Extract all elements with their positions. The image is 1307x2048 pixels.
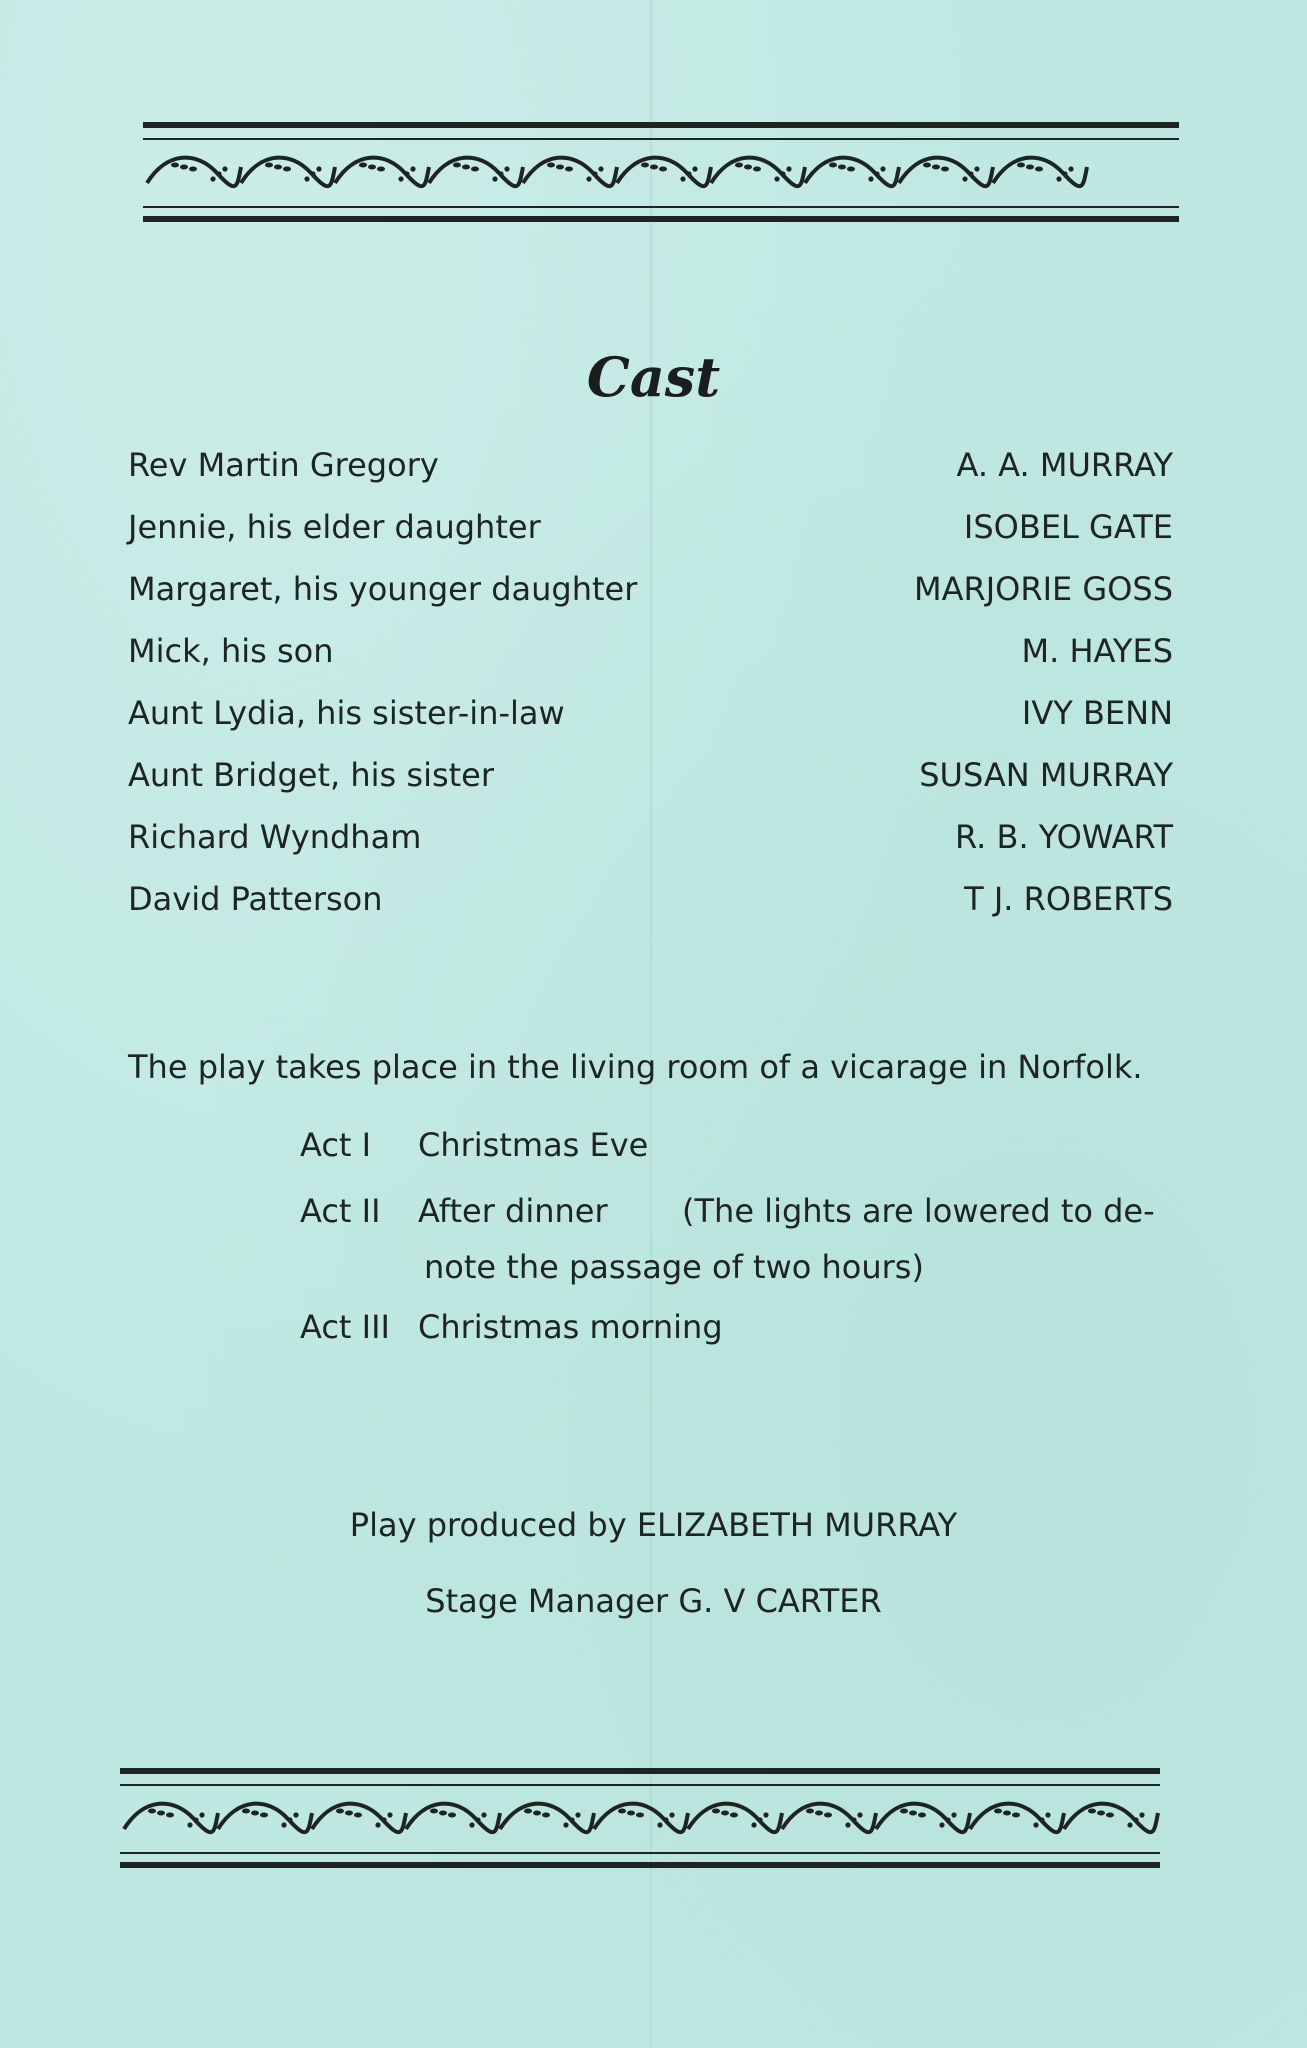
- vine-berry: [1068, 166, 1073, 171]
- ornament-top-svg: [143, 122, 1179, 224]
- vine-leaf: [994, 1809, 1002, 1814]
- cast-row: [128, 570, 1173, 620]
- vine-berry: [387, 1812, 392, 1817]
- vine-berry: [281, 1822, 286, 1827]
- vine-berry: [1033, 1822, 1038, 1827]
- vine-curve: [406, 1804, 500, 1833]
- vine-berry: [874, 171, 879, 176]
- vine-leaf: [650, 165, 658, 170]
- vine-berry: [868, 176, 873, 181]
- vine-curve: [688, 1804, 782, 1833]
- vine-curve: [124, 1804, 218, 1833]
- act-time: After dinner: [418, 1192, 608, 1230]
- vine-leaf: [1097, 1811, 1105, 1816]
- cast-title: Cast: [586, 345, 721, 409]
- vine-leaf: [641, 163, 649, 168]
- vine-leaf: [815, 1811, 823, 1816]
- vine-leaf: [824, 1813, 832, 1818]
- vine-leaf: [251, 1811, 259, 1816]
- vine-berry: [598, 166, 603, 171]
- vine-berry: [939, 1822, 944, 1827]
- cast-role: Mick, his son: [128, 632, 334, 670]
- vine-leaf: [430, 1809, 438, 1814]
- vine-berry: [569, 1817, 574, 1822]
- vine-berry: [316, 166, 321, 171]
- vine-leaf: [932, 165, 940, 170]
- vine-curve: [899, 158, 993, 187]
- vine-berry: [304, 176, 309, 181]
- vine-leaf: [180, 165, 188, 170]
- vine-berry: [1056, 176, 1061, 181]
- vine-leaf: [721, 1811, 729, 1816]
- vine-curve: [993, 158, 1087, 187]
- vine-berry: [563, 1822, 568, 1827]
- vine-leaf: [368, 165, 376, 170]
- vine-curve: [523, 158, 617, 187]
- vine-leaf: [918, 1813, 926, 1818]
- vine-berry: [381, 1817, 386, 1822]
- vine-leaf: [847, 167, 855, 172]
- vine-curve: [805, 158, 899, 187]
- act-note: (The lights are lowered to de-: [682, 1192, 1155, 1230]
- vine-leaf: [556, 165, 564, 170]
- vine-berry: [968, 171, 973, 176]
- vine-berry: [686, 171, 691, 176]
- vine-leaf: [345, 1811, 353, 1816]
- vine-berry: [575, 1812, 580, 1817]
- vine-leaf: [533, 1811, 541, 1816]
- vine-berry: [404, 171, 409, 176]
- vine-berry: [492, 176, 497, 181]
- cast-row: [128, 632, 1173, 682]
- vine-berry: [586, 176, 591, 181]
- vine-leaf: [923, 163, 931, 168]
- cast-row: [128, 508, 1173, 558]
- vine-berry: [1133, 1817, 1138, 1822]
- act-time: Christmas morning: [418, 1308, 723, 1346]
- vine-leaf: [471, 167, 479, 172]
- vine-berry: [751, 1822, 756, 1827]
- cast-role: Richard Wyndham: [128, 818, 422, 856]
- cast-role: David Patterson: [128, 880, 383, 918]
- vine-leaf: [439, 1811, 447, 1816]
- cast-actor: SUSAN MURRAY: [919, 756, 1173, 794]
- vine-berry: [945, 1817, 950, 1822]
- cast-actor: ISOBEL GATE: [963, 508, 1173, 546]
- cast-row: [128, 694, 1173, 744]
- vine-leaf: [618, 1809, 626, 1814]
- setting-description: The play takes place in the living room of a vicarage in Norfolk.: [128, 1048, 1143, 1086]
- vine-leaf: [336, 1809, 344, 1814]
- vine-leaf: [636, 1813, 644, 1818]
- vine-leaf: [1003, 1811, 1011, 1816]
- vine-berry: [222, 166, 227, 171]
- vine-leaf: [265, 163, 273, 168]
- stage-manager-credit: Stage Manager G. V CARTER: [425, 1582, 882, 1620]
- vine-leaf: [274, 165, 282, 170]
- cast-row: [128, 446, 1173, 496]
- vine-berry: [763, 1812, 768, 1817]
- vine-leaf: [829, 163, 837, 168]
- vine-berry: [498, 171, 503, 176]
- vine-curve: [1064, 1804, 1158, 1833]
- vine-leaf: [462, 165, 470, 170]
- vine-leaf: [166, 1813, 174, 1818]
- cast-row: [128, 756, 1173, 806]
- vine-berry: [1139, 1812, 1144, 1817]
- vine-curve: [711, 158, 805, 187]
- cast-row: [128, 818, 1173, 868]
- cast-role: Rev Martin Gregory: [128, 446, 439, 484]
- vine-leaf: [838, 165, 846, 170]
- vine-berry: [187, 1822, 192, 1827]
- vine-berry: [1039, 1817, 1044, 1822]
- vine-leaf: [148, 1809, 156, 1814]
- cast-actor: A. A. MURRAY: [956, 446, 1173, 484]
- vine-leaf: [1106, 1813, 1114, 1818]
- vine-leaf: [744, 165, 752, 170]
- vine-berry: [1045, 1812, 1050, 1817]
- vine-berry: [1062, 171, 1067, 176]
- vine-berry: [310, 171, 315, 176]
- vine-leaf: [565, 167, 573, 172]
- vine-curve: [312, 1804, 406, 1833]
- vine-curve: [617, 158, 711, 187]
- cast-role: Aunt Lydia, his sister-in-law: [128, 694, 565, 732]
- cast-row: [128, 880, 1173, 930]
- vine-berry: [780, 171, 785, 176]
- producer-credit: Play produced by ELIZABETH MURRAY: [349, 1506, 958, 1544]
- vine-berry: [1127, 1822, 1132, 1827]
- cast-actor: R. B. YOWART: [955, 818, 1173, 856]
- vine-leaf: [448, 1813, 456, 1818]
- vine-berry: [680, 176, 685, 181]
- vine-berry: [481, 1812, 486, 1817]
- vine-leaf: [735, 163, 743, 168]
- cast-role: Jennie, his elder daughter: [128, 508, 541, 546]
- vine-leaf: [1035, 167, 1043, 172]
- vine-curve: [970, 1804, 1064, 1833]
- vine-leaf: [377, 167, 385, 172]
- vine-berry: [774, 176, 779, 181]
- vine-curve: [782, 1804, 876, 1833]
- cast-actor: M. HAYES: [1021, 632, 1173, 670]
- vine-leaf: [189, 167, 197, 172]
- vine-berry: [692, 166, 697, 171]
- vine-leaf: [542, 1813, 550, 1818]
- vine-berry: [475, 1817, 480, 1822]
- cast-actor: IVY BENN: [1021, 694, 1173, 732]
- vine-berry: [880, 166, 885, 171]
- vine-curve: [218, 1804, 312, 1833]
- vine-leaf: [627, 1811, 635, 1816]
- vine-leaf: [359, 163, 367, 168]
- act-label: Act III: [300, 1308, 390, 1346]
- vine-berry: [199, 1812, 204, 1817]
- vine-berry: [951, 1812, 956, 1817]
- vine-leaf: [283, 167, 291, 172]
- vine-leaf: [900, 1809, 908, 1814]
- vine-berry: [974, 166, 979, 171]
- vine-leaf: [242, 1809, 250, 1814]
- vine-berry: [504, 166, 509, 171]
- vine-leaf: [712, 1809, 720, 1814]
- vine-leaf: [1017, 163, 1025, 168]
- ornament-bottom-svg: [120, 1768, 1160, 1870]
- vine-berry: [410, 166, 415, 171]
- vine-berry: [851, 1817, 856, 1822]
- vine-berry: [657, 1822, 662, 1827]
- vine-leaf: [1088, 1809, 1096, 1814]
- paper-fold: [650, 0, 652, 2048]
- vine-curve: [594, 1804, 688, 1833]
- act-label: Act II: [300, 1192, 381, 1230]
- vine-leaf: [260, 1813, 268, 1818]
- vine-leaf: [806, 1809, 814, 1814]
- vine-leaf: [453, 163, 461, 168]
- vine-leaf: [171, 163, 179, 168]
- vine-leaf: [157, 1811, 165, 1816]
- vine-leaf: [1026, 165, 1034, 170]
- top-ornamental-border: [143, 122, 1179, 224]
- cast-actor: MARJORIE GOSS: [913, 570, 1173, 608]
- vine-berry: [210, 176, 215, 181]
- vine-berry: [469, 1822, 474, 1827]
- vine-leaf: [909, 1811, 917, 1816]
- vine-berry: [287, 1817, 292, 1822]
- vine-berry: [293, 1812, 298, 1817]
- vine-leaf: [659, 167, 667, 172]
- vine-curve: [147, 158, 241, 187]
- vine-berry: [398, 176, 403, 181]
- vine-curve: [429, 158, 523, 187]
- vine-berry: [845, 1822, 850, 1827]
- vine-berry: [757, 1817, 762, 1822]
- vine-leaf: [730, 1813, 738, 1818]
- vine-leaf: [354, 1813, 362, 1818]
- vine-berry: [786, 166, 791, 171]
- vine-berry: [592, 171, 597, 176]
- act-time: Christmas Eve: [418, 1126, 649, 1164]
- cast-actor: T J. ROBERTS: [964, 880, 1173, 918]
- vine-leaf: [524, 1809, 532, 1814]
- vine-curve: [335, 158, 429, 187]
- bottom-ornamental-border: [120, 1768, 1160, 1870]
- vine-berry: [857, 1812, 862, 1817]
- cast-role: Aunt Bridget, his sister: [128, 756, 495, 794]
- act-note-continuation: note the passage of two hours): [424, 1248, 924, 1286]
- vine-berry: [193, 1817, 198, 1822]
- vine-leaf: [753, 167, 761, 172]
- vine-leaf: [941, 167, 949, 172]
- vine-berry: [669, 1812, 674, 1817]
- vine-berry: [663, 1817, 668, 1822]
- act-label: Act I: [300, 1126, 372, 1164]
- vine-berry: [962, 176, 967, 181]
- vine-curve: [876, 1804, 970, 1833]
- vine-curve: [500, 1804, 594, 1833]
- cast-role: Margaret, his younger daughter: [128, 570, 638, 608]
- vine-curve: [241, 158, 335, 187]
- vine-berry: [216, 171, 221, 176]
- vine-berry: [375, 1822, 380, 1827]
- vine-leaf: [1012, 1813, 1020, 1818]
- vine-leaf: [547, 163, 555, 168]
